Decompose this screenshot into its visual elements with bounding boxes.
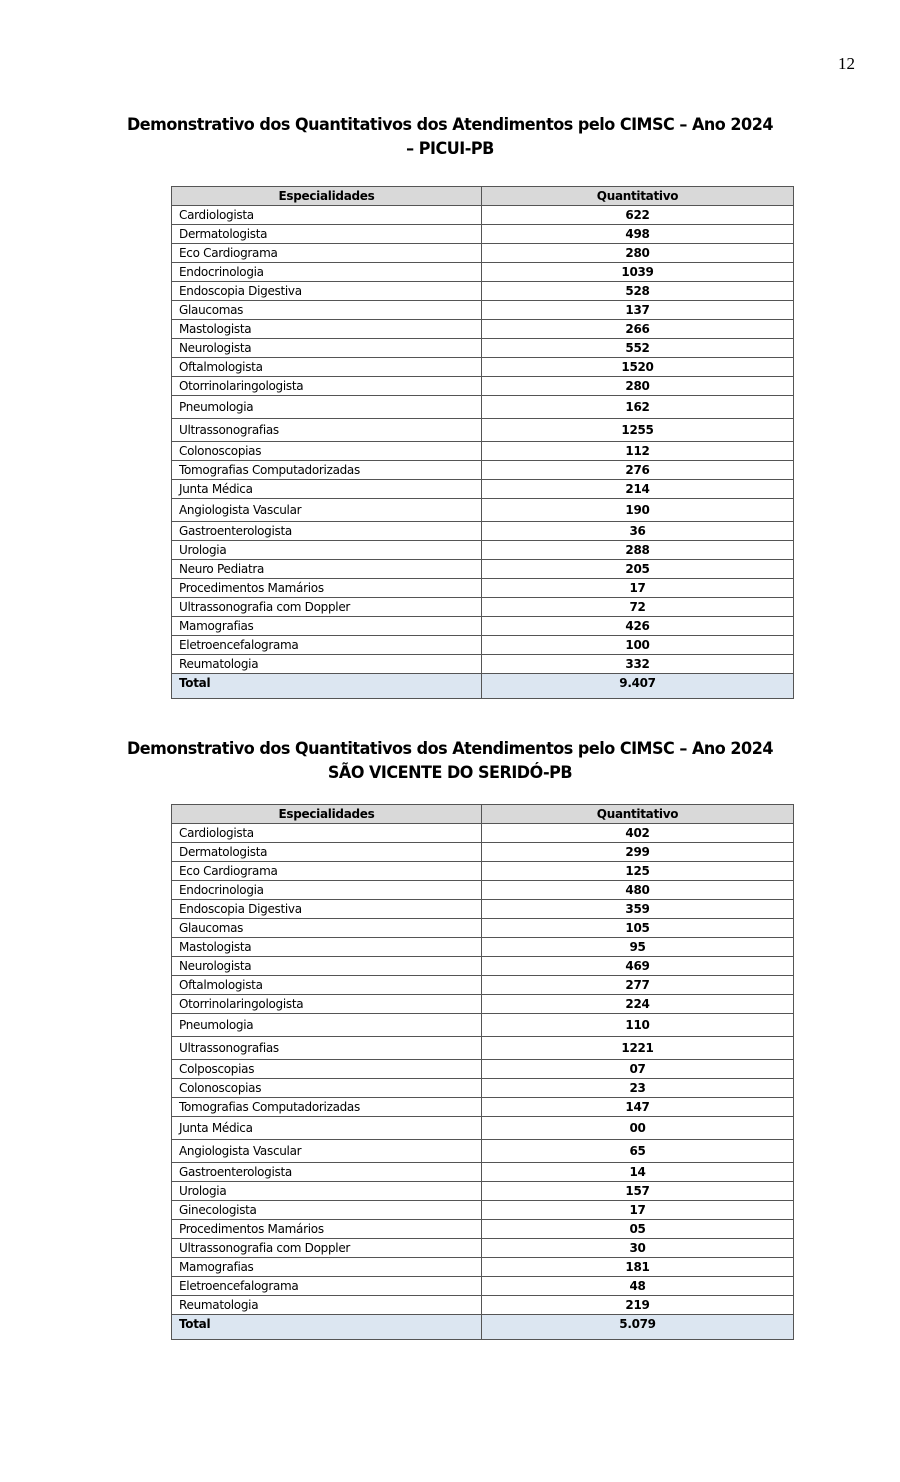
table-row — [172, 957, 794, 976]
specialty-quantity: 1255 — [482, 419, 794, 442]
specialty-quantity: 100 — [482, 636, 794, 655]
specialty-quantity: 1039 — [482, 263, 794, 282]
section-title-sao-vicente — [14, 737, 887, 785]
table-row — [172, 522, 794, 541]
table-row — [172, 938, 794, 957]
table-row — [172, 419, 794, 442]
table-row — [172, 1079, 794, 1098]
table-row — [172, 263, 794, 282]
specialty-quantity: 95 — [482, 938, 794, 957]
specialty-quantity: 181 — [482, 1258, 794, 1277]
specialty-name: Junta Médica — [172, 480, 482, 499]
specialty-quantity: 30 — [482, 1239, 794, 1258]
specialty-quantity: 72 — [482, 598, 794, 617]
specialty-name: Tomografias Computadorizadas — [172, 461, 482, 480]
title-line-2: – PICUI-PB — [406, 139, 494, 158]
specialty-quantity: 528 — [482, 282, 794, 301]
specialty-quantity: 622 — [482, 206, 794, 225]
specialty-quantity: 137 — [482, 301, 794, 320]
section-title-picui — [14, 113, 887, 161]
table-row — [172, 1277, 794, 1296]
table-row — [172, 1220, 794, 1239]
specialty-name: Mamografias — [172, 617, 482, 636]
table-row — [172, 976, 794, 995]
specialty-name: Reumatologia — [172, 1296, 482, 1315]
specialty-name: Urologia — [172, 1182, 482, 1201]
table-row — [172, 541, 794, 560]
specialty-name: Reumatologia — [172, 655, 482, 674]
specialty-name: Pneumologia — [172, 396, 482, 419]
specialty-quantity: 07 — [482, 1060, 794, 1079]
specialty-name: Endocrinologia — [172, 881, 482, 900]
specialty-name: Glaucomas — [172, 919, 482, 938]
specialty-quantity: 112 — [482, 442, 794, 461]
table-row — [172, 282, 794, 301]
table-row — [172, 244, 794, 263]
specialty-quantity: 276 — [482, 461, 794, 480]
table-row — [172, 560, 794, 579]
table-row — [172, 1117, 794, 1140]
specialty-quantity: 36 — [482, 522, 794, 541]
table-row — [172, 225, 794, 244]
table-row — [172, 636, 794, 655]
specialty-quantity: 05 — [482, 1220, 794, 1239]
table-header-row — [172, 805, 794, 824]
table-row — [172, 824, 794, 843]
specialty-name: Ultrassonografia com Doppler — [172, 1239, 482, 1258]
specialty-name: Otorrinolaringologista — [172, 377, 482, 396]
table-row — [172, 1140, 794, 1163]
specialty-name: Ultrassonografia com Doppler — [172, 598, 482, 617]
table-row — [172, 655, 794, 674]
specialty-quantity: 224 — [482, 995, 794, 1014]
specialty-name: Oftalmologista — [172, 976, 482, 995]
table-row — [172, 206, 794, 225]
total-value: 5.079 — [482, 1315, 794, 1340]
table-row — [172, 396, 794, 419]
specialty-name: Otorrinolaringologista — [172, 995, 482, 1014]
table-row — [172, 919, 794, 938]
specialty-quantity: 552 — [482, 339, 794, 358]
table-row — [172, 1060, 794, 1079]
specialty-quantity: 266 — [482, 320, 794, 339]
specialty-name: Cardiologista — [172, 824, 482, 843]
table-row — [172, 1037, 794, 1060]
specialty-quantity: 214 — [482, 480, 794, 499]
table-row — [172, 598, 794, 617]
table-row — [172, 358, 794, 377]
table-row — [172, 1014, 794, 1037]
specialty-quantity: 332 — [482, 655, 794, 674]
specialty-quantity: 498 — [482, 225, 794, 244]
specialty-quantity: 157 — [482, 1182, 794, 1201]
specialty-quantity: 110 — [482, 1014, 794, 1037]
header-especialidades: Especialidades — [172, 805, 482, 824]
specialty-name: Angiologista Vascular — [172, 499, 482, 522]
specialty-quantity: 23 — [482, 1079, 794, 1098]
table-row — [172, 1201, 794, 1220]
specialty-name: Angiologista Vascular — [172, 1140, 482, 1163]
total-row — [172, 1315, 794, 1340]
specialty-quantity: 219 — [482, 1296, 794, 1315]
specialty-name: Urologia — [172, 541, 482, 560]
specialty-quantity: 359 — [482, 900, 794, 919]
specialty-name: Neurologista — [172, 957, 482, 976]
title-line-1: Demonstrativo dos Quantitativos dos Atendimentos pelo CIMSC – Ano 2024 — [126, 739, 774, 758]
specialty-quantity: 205 — [482, 560, 794, 579]
specialty-name: Procedimentos Mamários — [172, 579, 482, 598]
specialty-name: Mastologista — [172, 938, 482, 957]
table-row — [172, 1163, 794, 1182]
table-row — [172, 339, 794, 358]
specialty-name: Ultrassonografias — [172, 1037, 482, 1060]
specialty-name: Glaucomas — [172, 301, 482, 320]
specialty-quantity: 426 — [482, 617, 794, 636]
specialty-name: Cardiologista — [172, 206, 482, 225]
specialty-quantity: 125 — [482, 862, 794, 881]
specialty-quantity: 17 — [482, 1201, 794, 1220]
table-row — [172, 301, 794, 320]
specialty-name: Ultrassonografias — [172, 419, 482, 442]
table-header-row — [172, 187, 794, 206]
specialty-name: Colonoscopias — [172, 1079, 482, 1098]
total-label: Total — [172, 674, 482, 699]
specialty-name: Dermatologista — [172, 843, 482, 862]
specialty-name: Junta Médica — [172, 1117, 482, 1140]
specialty-name: Eco Cardiograma — [172, 862, 482, 881]
total-label: Total — [172, 1315, 482, 1340]
specialty-name: Endoscopia Digestiva — [172, 282, 482, 301]
specialty-quantity: 288 — [482, 541, 794, 560]
specialty-quantity: 277 — [482, 976, 794, 995]
table-row — [172, 862, 794, 881]
specialty-quantity: 17 — [482, 579, 794, 598]
specialty-name: Oftalmologista — [172, 358, 482, 377]
quantitativos-table-picui — [171, 186, 794, 699]
table-row — [172, 377, 794, 396]
specialty-name: Gastroenterologista — [172, 1163, 482, 1182]
table-row — [172, 881, 794, 900]
specialty-quantity: 299 — [482, 843, 794, 862]
specialty-quantity: 1221 — [482, 1037, 794, 1060]
specialty-quantity: 402 — [482, 824, 794, 843]
specialty-name: Colposcopias — [172, 1060, 482, 1079]
specialty-name: Procedimentos Mamários — [172, 1220, 482, 1239]
table-row — [172, 442, 794, 461]
table-row — [172, 1296, 794, 1315]
specialty-name: Tomografias Computadorizadas — [172, 1098, 482, 1117]
header-quantitativo: Quantitativo — [482, 805, 794, 824]
specialty-quantity: 280 — [482, 244, 794, 263]
specialty-name: Eco Cardiograma — [172, 244, 482, 263]
specialty-quantity: 280 — [482, 377, 794, 396]
specialty-name: Dermatologista — [172, 225, 482, 244]
specialty-quantity: 480 — [482, 881, 794, 900]
table-row — [172, 1239, 794, 1258]
header-quantitativo: Quantitativo — [482, 187, 794, 206]
specialty-quantity: 469 — [482, 957, 794, 976]
specialty-quantity: 00 — [482, 1117, 794, 1140]
specialty-quantity: 162 — [482, 396, 794, 419]
total-row — [172, 674, 794, 699]
specialty-name: Endoscopia Digestiva — [172, 900, 482, 919]
table-row — [172, 320, 794, 339]
table-row — [172, 480, 794, 499]
table-row — [172, 461, 794, 480]
specialty-name: Ginecologista — [172, 1201, 482, 1220]
quantitativos-table-sao-vicente — [171, 804, 794, 1340]
table-row — [172, 900, 794, 919]
specialty-name: Endocrinologia — [172, 263, 482, 282]
table-row — [172, 1098, 794, 1117]
specialty-name: Colonoscopias — [172, 442, 482, 461]
table-row — [172, 995, 794, 1014]
table-row — [172, 617, 794, 636]
title-line-1: Demonstrativo dos Quantitativos dos Atendimentos pelo CIMSC – Ano 2024 — [126, 115, 774, 134]
specialty-name: Eletroencefalograma — [172, 1277, 482, 1296]
specialty-name: Mastologista — [172, 320, 482, 339]
table-row — [172, 1182, 794, 1201]
specialty-name: Gastroenterologista — [172, 522, 482, 541]
specialty-quantity: 190 — [482, 499, 794, 522]
table-row — [172, 1258, 794, 1277]
specialty-name: Neuro Pediatra — [172, 560, 482, 579]
specialty-quantity: 14 — [482, 1163, 794, 1182]
page-number: 12 — [838, 54, 855, 73]
table-row — [172, 499, 794, 522]
specialty-quantity: 65 — [482, 1140, 794, 1163]
specialty-quantity: 105 — [482, 919, 794, 938]
title-line-2: SÃO VICENTE DO SERIDÓ-PB — [327, 763, 573, 782]
header-especialidades: Especialidades — [172, 187, 482, 206]
specialty-name: Neurologista — [172, 339, 482, 358]
specialty-name: Eletroencefalograma — [172, 636, 482, 655]
specialty-name: Mamografias — [172, 1258, 482, 1277]
total-value: 9.407 — [482, 674, 794, 699]
specialty-quantity: 48 — [482, 1277, 794, 1296]
specialty-quantity: 1520 — [482, 358, 794, 377]
table-row — [172, 843, 794, 862]
specialty-quantity: 147 — [482, 1098, 794, 1117]
specialty-name: Pneumologia — [172, 1014, 482, 1037]
table-row — [172, 579, 794, 598]
